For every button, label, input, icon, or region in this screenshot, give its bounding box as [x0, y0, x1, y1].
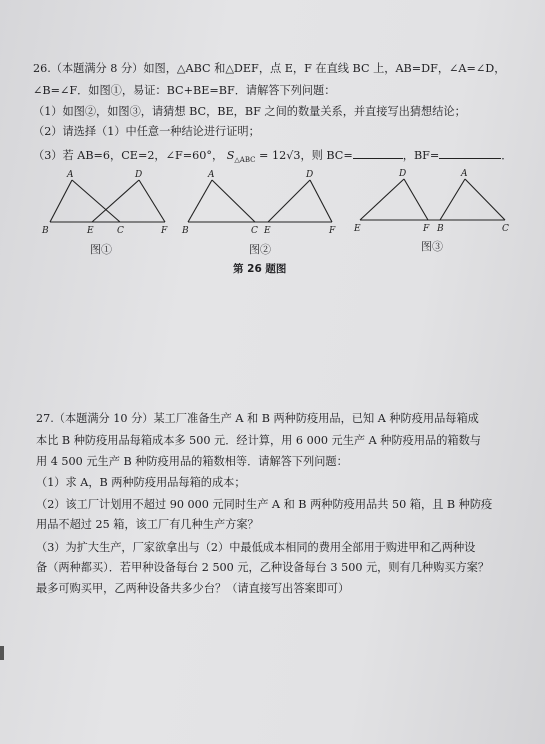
q27-line-5: （2）该工厂计划用不超过 90 000 元同时生产 A 和 B 两种防疫用品共 50 箱，且 B 种防疫: [36, 498, 493, 511]
fig1-line-DF: [139, 180, 165, 222]
fig2-label-B: B: [182, 226, 189, 236]
fig3-label-C: C: [502, 224, 509, 234]
fig3-line-ED: [360, 179, 404, 220]
q26-part3-given: （3）若 AB=6，CE=2，∠F=60°，: [33, 149, 224, 162]
fig2-line-AC: [212, 180, 255, 222]
bc-answer-blank[interactable]: [353, 148, 403, 159]
fig-caption-3: 图③: [421, 240, 443, 253]
fig3-line-DF: [404, 179, 428, 220]
fig1-line-BA: [50, 180, 72, 222]
page-edge-mark: [0, 646, 4, 660]
fig3-label-D: D: [399, 169, 407, 179]
q27-line-4: （1）求 A，B 两种防疫用品每箱的成本；: [36, 476, 246, 489]
fig1-label-A: A: [67, 170, 74, 180]
q27-line-9: 最多可购买甲，乙两种设备共多少台？（请直接写出答案即可）: [36, 582, 350, 595]
q27-line-8: 备（两种都买）．若甲种设备每台 2 500 元，乙种设备每台 3 500 元，则有几种购买方案？: [36, 561, 490, 574]
fig3-line-AC: [465, 179, 505, 220]
figure-title: 第 26 题图: [233, 263, 287, 275]
bf-label: ，BF=: [402, 149, 440, 162]
fig2-line-ED: [268, 180, 310, 222]
figure-2: [180, 168, 340, 238]
fig2-label-A: A: [208, 170, 215, 180]
fig2-label-F: F: [329, 226, 336, 236]
q26-line-1: 26.（本题满分 8 分）如图，△ABC 和△DEF，点 E，F 在直线 BC 上，AB=DF，∠A=∠D，: [33, 62, 506, 75]
fig3-label-A: A: [461, 169, 468, 179]
area-value: = 12√3，则 BC=: [259, 149, 353, 162]
fig-caption-2: 图②: [249, 243, 271, 256]
fig1-label-C: C: [117, 226, 124, 236]
q27-line-1: 27.（本题满分 10 分）某工厂准备生产 A 和 B 两种防疫用品，已知 A 种防疫用品每箱成: [36, 412, 479, 425]
q27-line-7: （3）为扩大生产，厂家欲拿出与（2）中最低成本相同的费用全部用于购进甲和乙两种设: [36, 541, 476, 554]
fig-caption-1: 图①: [90, 243, 112, 256]
fig1-line-AC: [72, 180, 120, 222]
q26-line-5: [33, 148, 513, 167]
fig2-line-BA: [188, 180, 212, 222]
fig1-label-F: F: [161, 226, 168, 236]
fig1-label-E: E: [87, 226, 94, 236]
fig2-label-C: C: [251, 226, 258, 236]
period: ．: [501, 149, 513, 162]
fig1-label-B: B: [42, 226, 49, 236]
q27-line-3: 用 4 500 元生产 B 种防疫用品的箱数相等．请解答下列问题：: [36, 455, 348, 468]
fig1-line-ED: [92, 180, 139, 222]
q26-line-4: （2）请选择（1）中任意一种结论进行证明；: [33, 125, 260, 138]
q26-line-3: （1）如图②，如图③，请猜想 BC，BE，BF 之间的数量关系，并直接写出猜想结论；: [33, 105, 466, 118]
figure-3: [350, 166, 515, 236]
area-symbol: $S_{\triangle ABC}$: [226, 149, 256, 165]
q27-line-6: 用品不超过 25 箱，该工厂有几种生产方案？: [36, 518, 259, 531]
q27-line-2: 本比 B 种防疫用品每箱成本多 500 元．经计算，用 6 000 元生产 A 种防疫用品的箱数与: [36, 434, 481, 447]
fig3-line-BA: [440, 179, 465, 220]
fig2-line-DF: [310, 180, 332, 222]
fig3-label-B: B: [437, 224, 444, 234]
fig3-label-E: E: [354, 224, 361, 234]
fig3-label-F: F: [423, 224, 430, 234]
figure-1: [40, 168, 180, 238]
fig2-label-D: D: [306, 170, 314, 180]
fig2-label-E: E: [264, 226, 271, 236]
q26-line-2: ∠B=∠F．如图①，易证：BC+BE=BF．请解答下列问题：: [33, 84, 336, 97]
fig1-label-D: D: [135, 170, 143, 180]
bf-answer-blank[interactable]: [439, 148, 501, 159]
